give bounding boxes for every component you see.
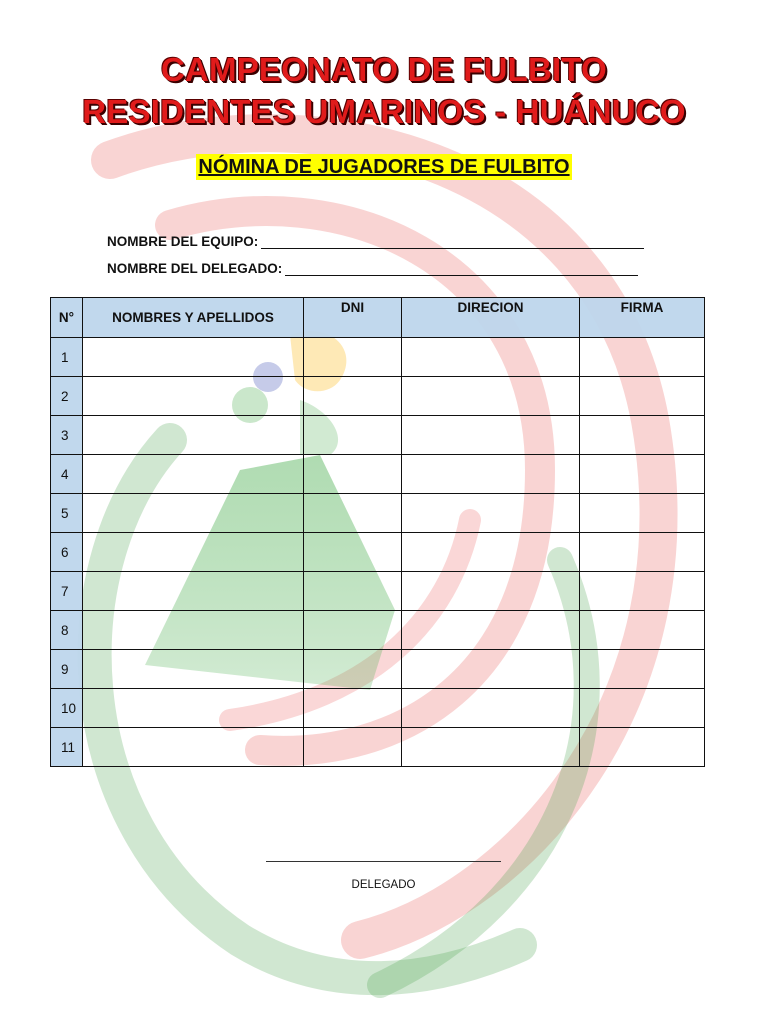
row-number: 11 [51,728,83,767]
name-cell[interactable] [83,455,304,494]
name-cell[interactable] [83,728,304,767]
row-number: 1 [51,338,83,377]
table-row [51,572,705,611]
row-number: 10 [51,689,83,728]
row-number: 8 [51,611,83,650]
dni-cell[interactable] [304,494,402,533]
dni-cell[interactable] [304,377,402,416]
team-name-label: NOMBRE DEL EQUIPO: [107,234,259,249]
dni-cell[interactable] [304,611,402,650]
name-cell[interactable] [83,416,304,455]
page-title-line2: RESIDENTES UMARINOS - HUÁNUCO [82,93,686,130]
header-dni: DNI [304,298,402,338]
address-cell[interactable] [402,416,580,455]
signature-cell[interactable] [580,572,705,611]
delegate-name-label: NOMBRE DEL DELEGADO: [107,261,283,276]
dni-cell[interactable] [304,728,402,767]
name-cell[interactable] [83,689,304,728]
table-header-row [51,298,705,338]
page-title-line1: CAMPEONATO DE FULBITO [160,51,608,88]
team-name-blank [261,235,644,249]
table-row [51,416,705,455]
signature-cell[interactable] [580,728,705,767]
name-cell[interactable] [83,650,304,689]
row-number: 9 [51,650,83,689]
table-row [51,650,705,689]
address-cell[interactable] [402,455,580,494]
signature-cell[interactable] [580,377,705,416]
name-cell[interactable] [83,611,304,650]
header-names: NOMBRES Y APELLIDOS [83,298,304,338]
address-cell[interactable] [402,572,580,611]
dni-cell[interactable] [304,416,402,455]
dni-cell[interactable] [304,455,402,494]
signature-cell[interactable] [580,338,705,377]
address-cell[interactable] [402,689,580,728]
delegate-name-blank [285,262,638,276]
signature-cell[interactable] [580,416,705,455]
address-cell[interactable] [402,728,580,767]
table-row [51,455,705,494]
table-row [51,494,705,533]
signature-cell[interactable] [580,494,705,533]
row-number: 7 [51,572,83,611]
address-cell[interactable] [402,611,580,650]
name-cell[interactable] [83,338,304,377]
dni-cell[interactable] [304,533,402,572]
signature-cell[interactable] [580,455,705,494]
header-address: DIRECION [402,298,580,338]
address-cell[interactable] [402,650,580,689]
name-cell[interactable] [83,494,304,533]
address-cell[interactable] [402,494,580,533]
row-number: 2 [51,377,83,416]
table-row [51,338,705,377]
row-number: 3 [51,416,83,455]
address-cell[interactable] [402,533,580,572]
header-number: N° [51,298,83,338]
table-row [51,689,705,728]
signature-cell[interactable] [580,611,705,650]
dni-cell[interactable] [304,338,402,377]
header-signature: FIRMA [580,298,705,338]
signature-cell[interactable] [580,650,705,689]
row-number: 5 [51,494,83,533]
delegate-name-field [107,261,638,276]
row-number: 4 [51,455,83,494]
signature-cell[interactable] [580,533,705,572]
table-row [51,533,705,572]
signature-label: DELEGADO [351,879,416,891]
name-cell[interactable] [83,533,304,572]
team-name-field [107,234,644,249]
signature-cell[interactable] [580,689,705,728]
table-row [51,728,705,767]
address-cell[interactable] [402,338,580,377]
form-subtitle: NÓMINA DE JUGADORES DE FULBITO [198,156,570,178]
name-cell[interactable] [83,377,304,416]
name-cell[interactable] [83,572,304,611]
dni-cell[interactable] [304,650,402,689]
dni-cell[interactable] [304,572,402,611]
table-row [51,377,705,416]
address-cell[interactable] [402,377,580,416]
signature-line [266,861,501,862]
table-row [51,611,705,650]
roster-table [50,297,705,767]
dni-cell[interactable] [304,689,402,728]
row-number: 6 [51,533,83,572]
